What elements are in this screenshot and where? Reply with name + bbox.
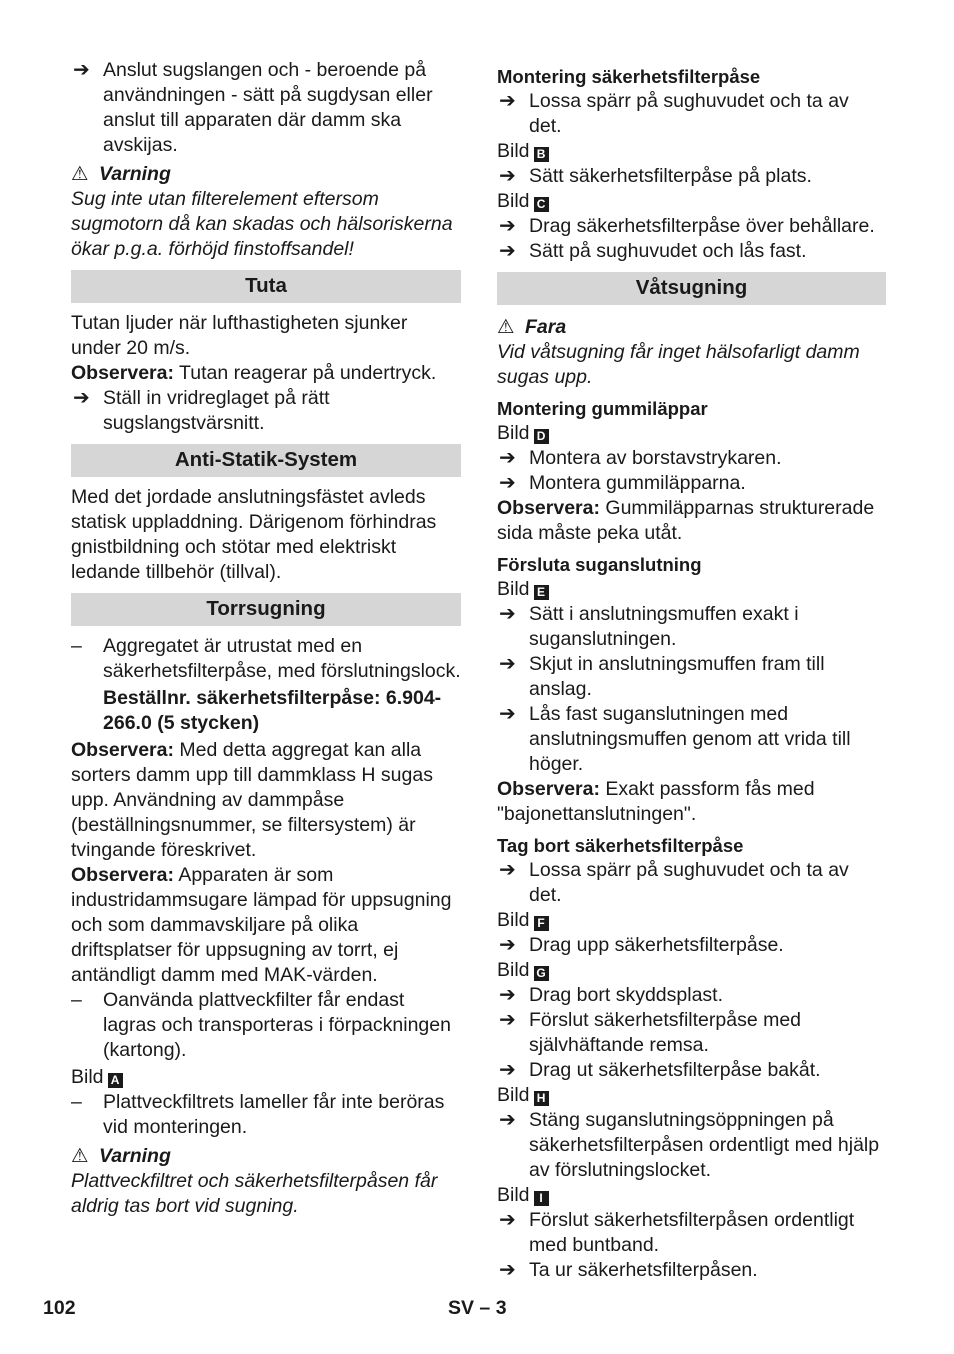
arrow-icon: ➔: [499, 1059, 516, 1081]
subheading: Tag bort säkerhetsfilterpåse: [497, 835, 744, 856]
warning-triangle-icon: ⚠: [71, 1145, 89, 1167]
paragraph: Tutan ljuder när lufthastigheten sjunker under 20 m/s.: [71, 312, 408, 359]
warning-heading: ⚠ Varning: [71, 1145, 171, 1167]
arrow-icon: ➔: [73, 59, 90, 81]
step-item: ➔ Drag bort skyddsplast.: [499, 984, 724, 1006]
arrow-icon: ➔: [499, 215, 516, 237]
step-item: ➔ Sätt på sughuvudet och lås fast.: [499, 240, 807, 262]
arrow-icon: ➔: [499, 603, 516, 625]
step-item: ➔ Lossa spärr på sughuvudet och ta av det.: [499, 859, 849, 906]
note: Observera: Apparaten är som industridammsugare lämpad för uppsugning och som dammavskiljare på olika driftsplatser för uppsugning av torrt, ej antändligt damm med MAK-värden.: [71, 864, 452, 986]
step-item: ➔ Förslut säkerhetsfilterpåse med självhäftande remsa.: [499, 1009, 802, 1056]
danger-text: Vid våtsugning får inget hälsofarligt damm sugas upp.: [497, 341, 860, 388]
note: Observera: Med detta aggregat kan alla sorters damm upp till dammklass H sugas upp. Användning av dammpåse (beställningsnummer, se filtersystem) är tvingande föreskrivet.: [71, 739, 433, 861]
arrow-icon: ➔: [499, 1209, 516, 1231]
step-item: ➔ Förslut säkerhetsfilterpåsen ordentligt med buntband.: [499, 1209, 855, 1256]
note: Observera: Tutan reagerar på undertryck.: [71, 362, 437, 384]
dash-icon: –: [71, 1091, 82, 1113]
step-item: ➔ Sätt i anslutningsmuffen exakt i suganslutningen.: [499, 603, 799, 650]
warning-text: Sug inte utan filterelement eftersom sugmotorn då kan skadas och hälsoriskerna ökar p.g.a. förhöjd finstoffsandel!: [71, 188, 453, 260]
warning-triangle-icon: ⚠: [71, 163, 89, 185]
section-heading-antistatik: Anti-Statik-System: [71, 444, 461, 477]
figure-reference: Bild H: [497, 1083, 886, 1108]
figure-letter-badge: C: [534, 197, 549, 212]
warning-text: Plattveckfiltret och säkerhetsfilterpåsen får aldrig tas bort vid sugning.: [71, 1170, 438, 1217]
page-number: 102: [43, 1297, 76, 1319]
section-label: SV – 3: [448, 1297, 507, 1319]
step-item: ➔ Anslut sugslangen och - beroende på användningen - sätt på sugdysan eller anslut till apparaten där damm ska avskijas.: [73, 59, 433, 156]
figure-letter-badge: I: [534, 1191, 549, 1206]
step-item: ➔ Ställ in vridreglaget på rätt sugslangstvärsnitt.: [73, 387, 330, 434]
arrow-icon: ➔: [499, 240, 516, 262]
dash-icon: –: [71, 989, 82, 1011]
subheading: Montering gummiläppar: [497, 398, 708, 419]
figure-reference: Bild B: [497, 139, 886, 164]
step-item: ➔ Montera gummiläpparna.: [499, 472, 746, 494]
paragraph: Med det jordade anslutningsfästet avleds statisk uppladdning. Därigenom förhindras gnistbildning och stötar med elektriskt ledande tillbehör (tillval).: [71, 486, 437, 583]
arrow-icon: ➔: [499, 859, 516, 881]
figure-letter-badge: A: [108, 1073, 123, 1088]
dash-item: – Plattveckfiltrets lameller får inte beröras vid monteringen.: [71, 1091, 445, 1138]
step-item: ➔ Drag ut säkerhetsfilterpåse bakåt.: [499, 1059, 821, 1081]
dash-icon: –: [71, 635, 82, 657]
figure-reference: Bild I: [497, 1183, 886, 1208]
figure-reference: Bild D: [497, 421, 886, 446]
figure-letter-badge: D: [534, 429, 549, 444]
arrow-icon: ➔: [499, 1009, 516, 1031]
section-heading-torrsugning: Torrsugning: [71, 593, 461, 626]
order-number: Beställnr. säkerhetsfilterpåse: 6.904-266.0 (5 stycken): [103, 687, 442, 734]
left-column: [71, 58, 461, 1219]
arrow-icon: ➔: [499, 1259, 516, 1281]
arrow-icon: ➔: [499, 90, 516, 112]
arrow-icon: ➔: [499, 165, 516, 187]
step-item: ➔ Sätt säkerhetsfilterpåse på plats.: [499, 165, 812, 187]
figure-reference: Bild F: [497, 908, 886, 933]
figure-letter-badge: B: [534, 147, 549, 162]
subheading: Montering säkerhetsfilterpåse: [497, 66, 761, 87]
figure-letter-badge: H: [534, 1091, 549, 1106]
warning-triangle-icon: ⚠: [497, 316, 515, 338]
figure-reference: Bild C: [497, 189, 886, 214]
arrow-icon: ➔: [73, 387, 90, 409]
step-item: ➔ Lås fast suganslutningen med anslutningsmuffen genom att vrida till höger.: [499, 703, 851, 775]
dash-item: – Aggregatet är utrustat med en säkerhetsfilterpåse, med förslutningslock.: [71, 635, 461, 682]
note: Observera: Gummiläpparnas strukturerade sida måste peka utåt.: [497, 497, 875, 544]
figure-reference: Bild A: [71, 1065, 461, 1090]
subheading: Försluta suganslutning: [497, 554, 702, 575]
figure-letter-badge: F: [534, 916, 549, 931]
step-item: ➔ Montera av borstavstrykaren.: [499, 447, 782, 469]
step-item: ➔ Skjut in anslutningsmuffen fram till anslag.: [499, 653, 825, 700]
danger-heading: ⚠ Fara: [497, 316, 567, 338]
arrow-icon: ➔: [499, 703, 516, 725]
right-column: [497, 58, 886, 1283]
figure-letter-badge: E: [534, 585, 549, 600]
step-item: ➔ Stäng suganslutningsöppningen på säkerhetsfilterpåsen ordentligt med hjälp av förslutningslocket.: [499, 1109, 880, 1181]
arrow-icon: ➔: [499, 1109, 516, 1131]
step-item: ➔ Ta ur säkerhetsfilterpåsen.: [499, 1259, 758, 1281]
dash-item: – Oanvända plattveckfilter får endast lagras och transporteras i förpackningen (kartong).: [71, 989, 451, 1061]
step-item: ➔ Lossa spärr på sughuvudet och ta av det.: [499, 90, 849, 137]
note: Observera: Exakt passform fås med "bajonettanslutningen".: [497, 778, 815, 825]
arrow-icon: ➔: [499, 447, 516, 469]
figure-reference: Bild G: [497, 958, 886, 983]
step-item: ➔ Drag säkerhetsfilterpåse över behållare.: [499, 215, 875, 237]
warning-heading: ⚠ Varning: [71, 163, 171, 185]
section-heading-tuta: Tuta: [71, 270, 461, 303]
figure-letter-badge: G: [534, 966, 549, 981]
figure-reference: Bild E: [497, 577, 886, 602]
arrow-icon: ➔: [499, 653, 516, 675]
arrow-icon: ➔: [499, 984, 516, 1006]
arrow-icon: ➔: [499, 472, 516, 494]
step-item: ➔ Drag upp säkerhetsfilterpåse.: [499, 934, 784, 956]
arrow-icon: ➔: [499, 934, 516, 956]
section-heading-vatsugning: Våtsugning: [497, 272, 886, 305]
